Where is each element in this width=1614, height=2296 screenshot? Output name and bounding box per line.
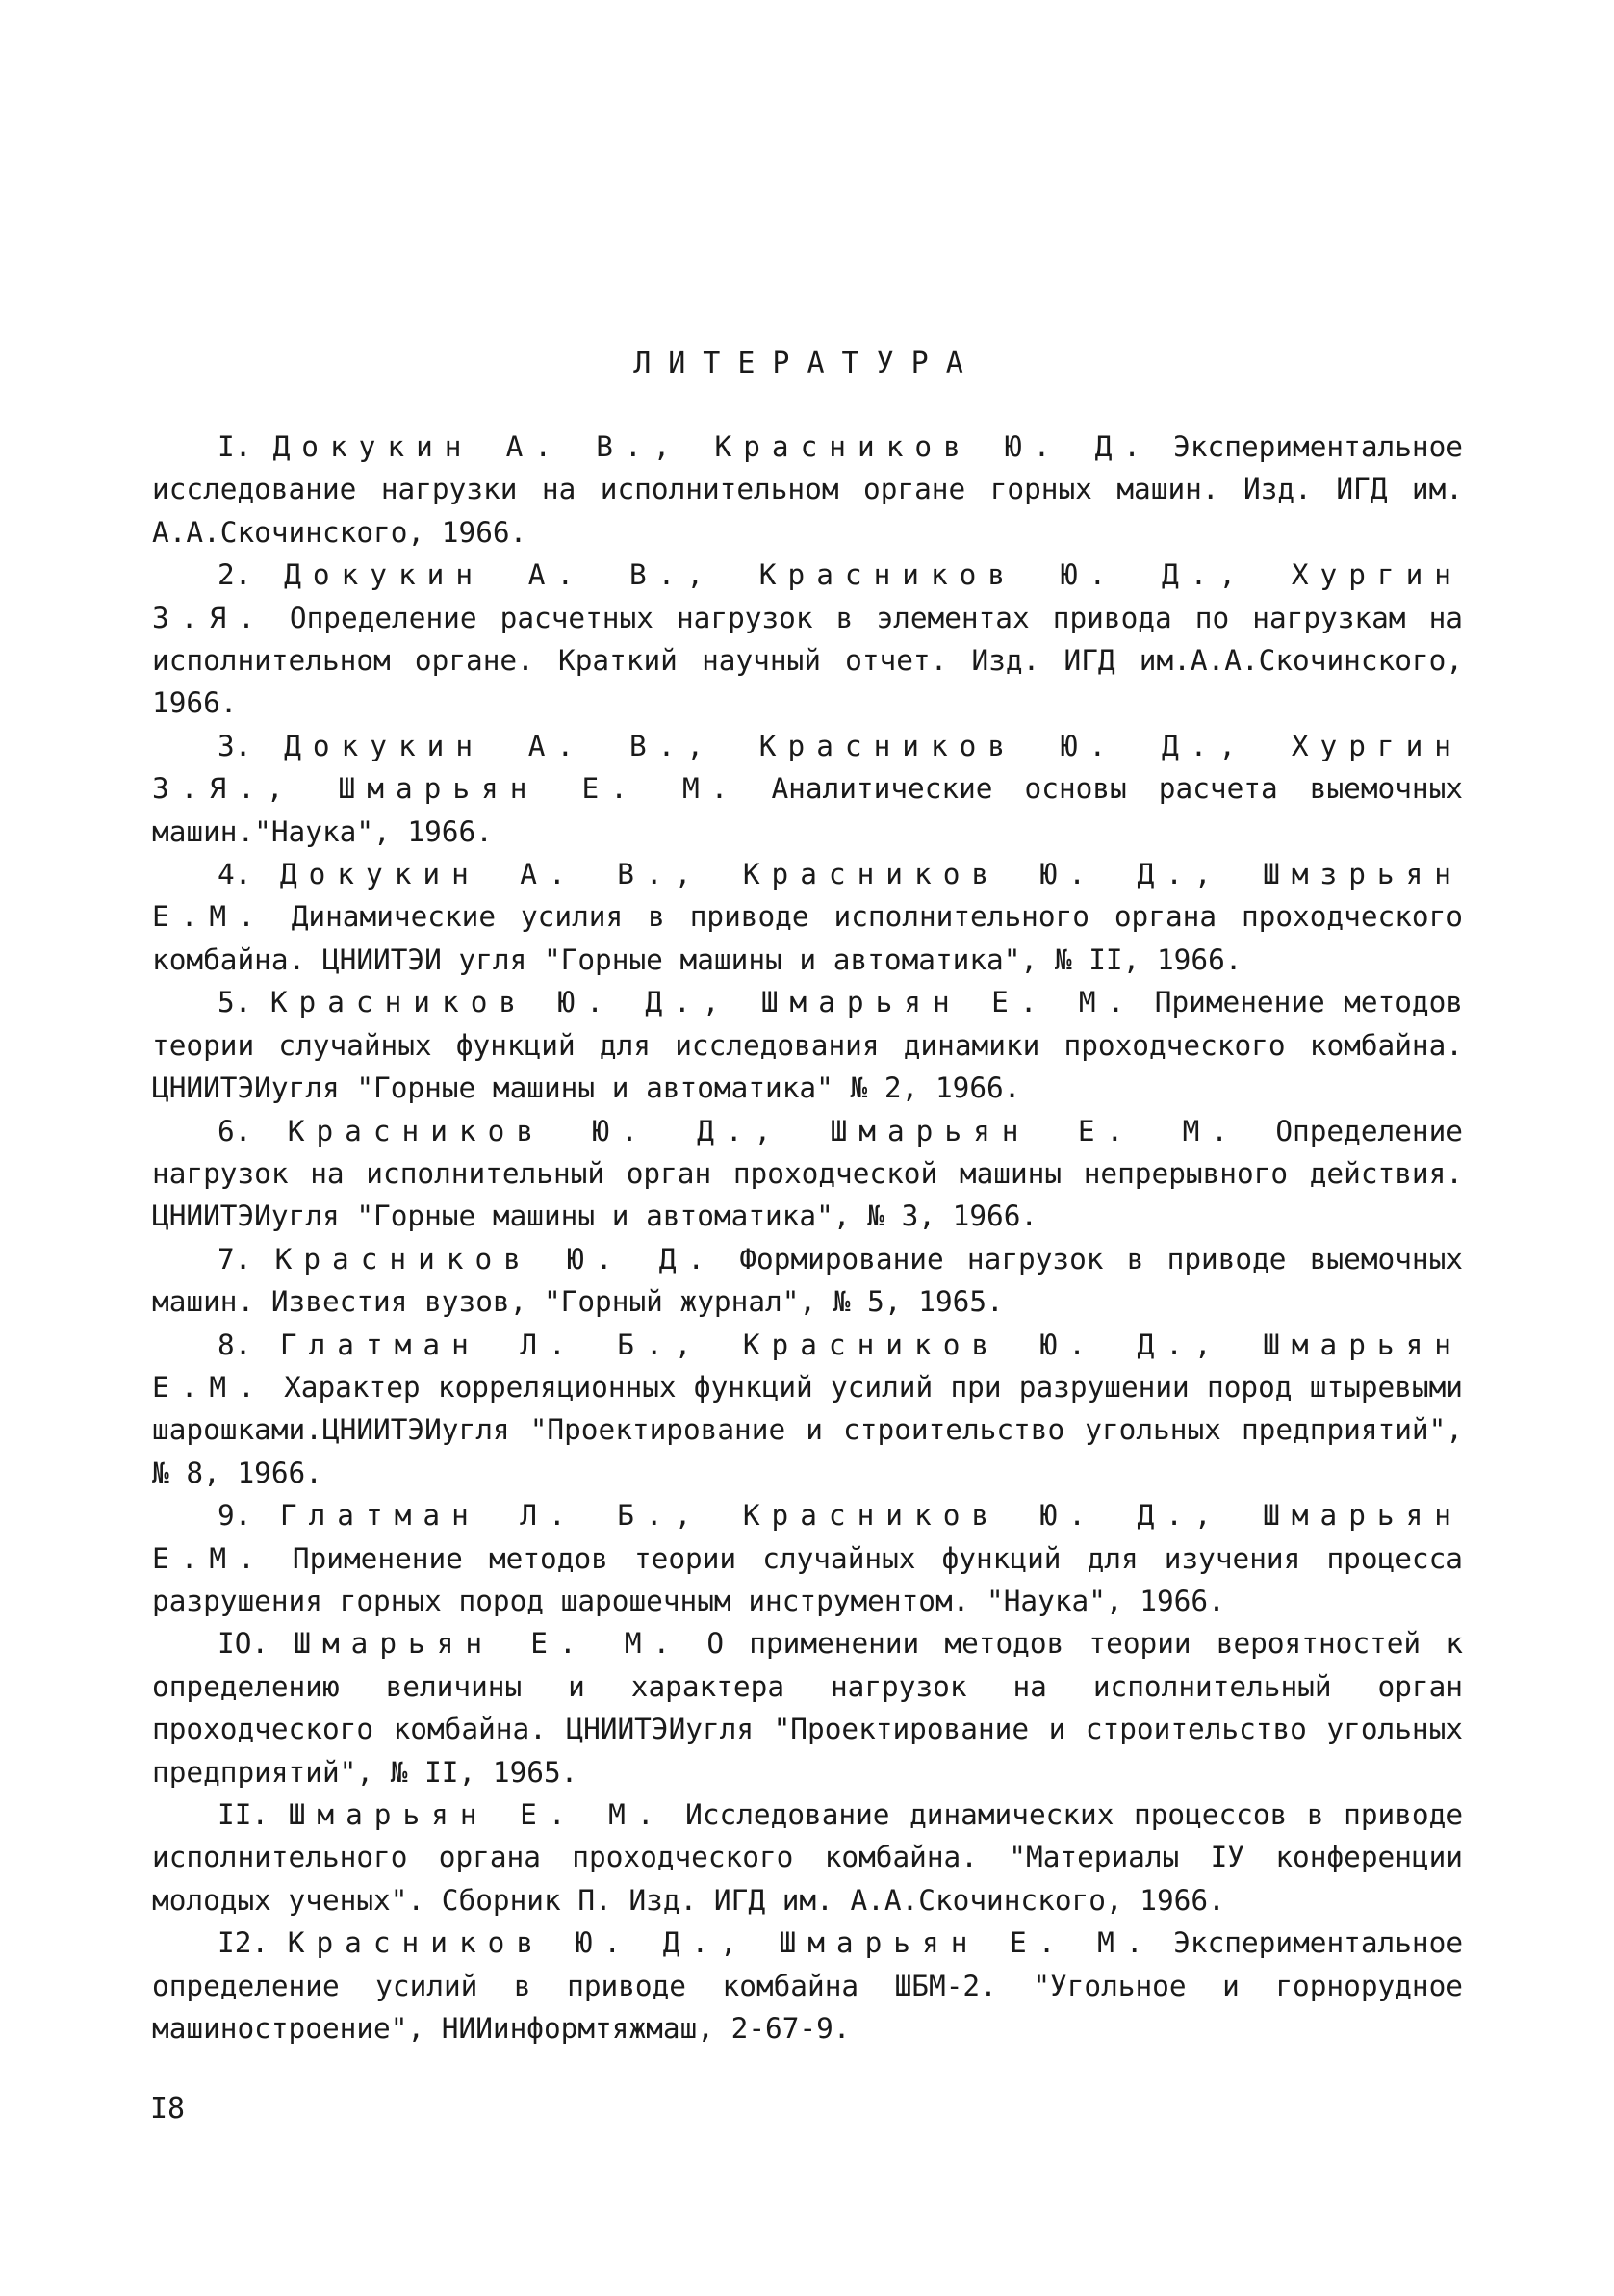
reference-item xyxy=(152,426,1463,554)
reference-item xyxy=(152,1922,1463,2050)
reference-text: О применении методов теории вероятностей к определению величины и характера нагрузок на исполнительный орган проходческого комбайна. ЦНИИТЭИугля "Проектирование и строительство угольных предприятий", № II, 1965. xyxy=(152,1627,1463,1789)
reference-item xyxy=(152,981,1463,1109)
reference-text: Применение методов теории случайных функций для исследования динамики проходческого комбайна. ЦНИИТЭИугля "Горные машины и автоматика" № 2, 1966. xyxy=(152,986,1463,1105)
reference-number: 4. xyxy=(218,858,252,891)
reference-text: Применение методов теории случайных функций для изучения процесса разрушения горных пород шарошечным инструментом. "Наука", 1966. xyxy=(152,1541,1463,1617)
reference-item xyxy=(152,554,1463,725)
reference-text: Исследование динамических процессов в приводе исполнительного органа проходческого комбайна. "Материалы IУ конференции молодых ученых". Сборник П. Изд. ИГД им. А.А.Скочинского, 1966. xyxy=(152,1798,1464,1917)
reference-number: 2. xyxy=(218,558,252,592)
reference-number: IO. xyxy=(218,1627,269,1661)
reference-number: 5. xyxy=(218,986,252,1019)
reference-authors: Докукин А. В., Красников Ю. Д., Шмзрьян Е.М. xyxy=(152,858,1463,934)
reference-number: 6. xyxy=(218,1114,252,1148)
reference-authors: Шмарьян Е. М. xyxy=(288,1798,666,1831)
reference-authors: Глатман Л. Б., Красников Ю. Д., Шмарьян Е.М. xyxy=(152,1328,1463,1404)
reference-authors: Шмарьян Е. М. xyxy=(294,1627,682,1661)
reference-authors: Докукин А. В., Красников Ю. Д., Хургин З.Я., Шмарьян Е. М. xyxy=(152,729,1463,806)
reference-number: 8. xyxy=(218,1328,252,1361)
reference-item xyxy=(152,1494,1463,1622)
reference-list xyxy=(152,426,1463,2050)
reference-text: Формирование нагрузок в приводе выемочных машин. Известия вузов, "Горный журнал", № 5, 1965. xyxy=(152,1242,1463,1319)
reference-item xyxy=(152,725,1463,853)
reference-authors: Красников Ю. Д. xyxy=(274,1242,717,1276)
reference-item xyxy=(152,853,1463,981)
reference-text: Определение расчетных нагрузок в элементах привода по нагрузкам на исполнительном органе. Краткий научный отчет. Изд. ИГД им.А.А.Скочинского, 1966. xyxy=(152,601,1463,720)
reference-text: Определение нагрузок на исполнительный орган проходческой машины непрерывного действия. ЦНИИТЭИугля "Горные машины и автоматика", № 3, 1966. xyxy=(152,1114,1463,1233)
reference-authors: Красников Ю. Д., Шмарьян Е. М. xyxy=(287,1926,1155,1960)
reference-number: 7. xyxy=(218,1242,252,1276)
reference-authors: Красников Ю. Д., Шмарьян Е. М. xyxy=(269,986,1137,1019)
reference-text: Динамические усилия в приводе исполнительного органа проходческого комбайна. ЦНИИТЭИ угля "Горные машины и автоматика", № II, 1966. xyxy=(152,900,1463,976)
reference-item xyxy=(152,1622,1463,1793)
reference-text: Аналитические основы расчета выемочных машин."Наука", 1966. xyxy=(152,772,1464,848)
reference-authors: Глатман Л. Б., Красников Ю. Д., Шмарьян Е.М. xyxy=(152,1499,1463,1575)
reference-item xyxy=(152,1110,1463,1238)
reference-item xyxy=(152,1238,1463,1324)
reference-authors: Докукин А. В., Красников Ю. Д. xyxy=(272,430,1152,463)
reference-authors: Красников Ю. Д., Шмарьян Е. М. xyxy=(287,1114,1240,1148)
reference-text: Экспериментальное определение усилий в приводе комбайна ШБМ-2. "Угольное и горнорудное машиностроение", НИИинформтяжмаш, 2-67-9. xyxy=(152,1926,1464,2046)
reference-item xyxy=(152,1324,1463,1495)
reference-item xyxy=(152,1793,1463,1922)
reference-number: 9. xyxy=(218,1499,252,1533)
reference-text: Характер корреляционных функций усилий при разрушении пород штыревыми шарошками.ЦНИИТЭИугля "Проектирование и строительство угольных предприятий", № 8, 1966. xyxy=(152,1370,1463,1489)
reference-authors: Докукин А. В., Красников Ю. Д., Хургин З.Я. xyxy=(152,558,1463,634)
reference-number: 3. xyxy=(218,729,252,762)
page-number: I8 xyxy=(150,2092,186,2126)
reference-number: I2. xyxy=(218,1926,269,1960)
reference-number: II. xyxy=(218,1798,269,1831)
page-title: ЛИТЕРАТУРА xyxy=(633,347,981,380)
reference-text: Экспериментальное исследование нагрузки на исполнительном органе горных машин. Изд. ИГД им. А.А.Скочинского, 1966. xyxy=(152,430,1463,549)
reference-number: I. xyxy=(218,430,252,463)
